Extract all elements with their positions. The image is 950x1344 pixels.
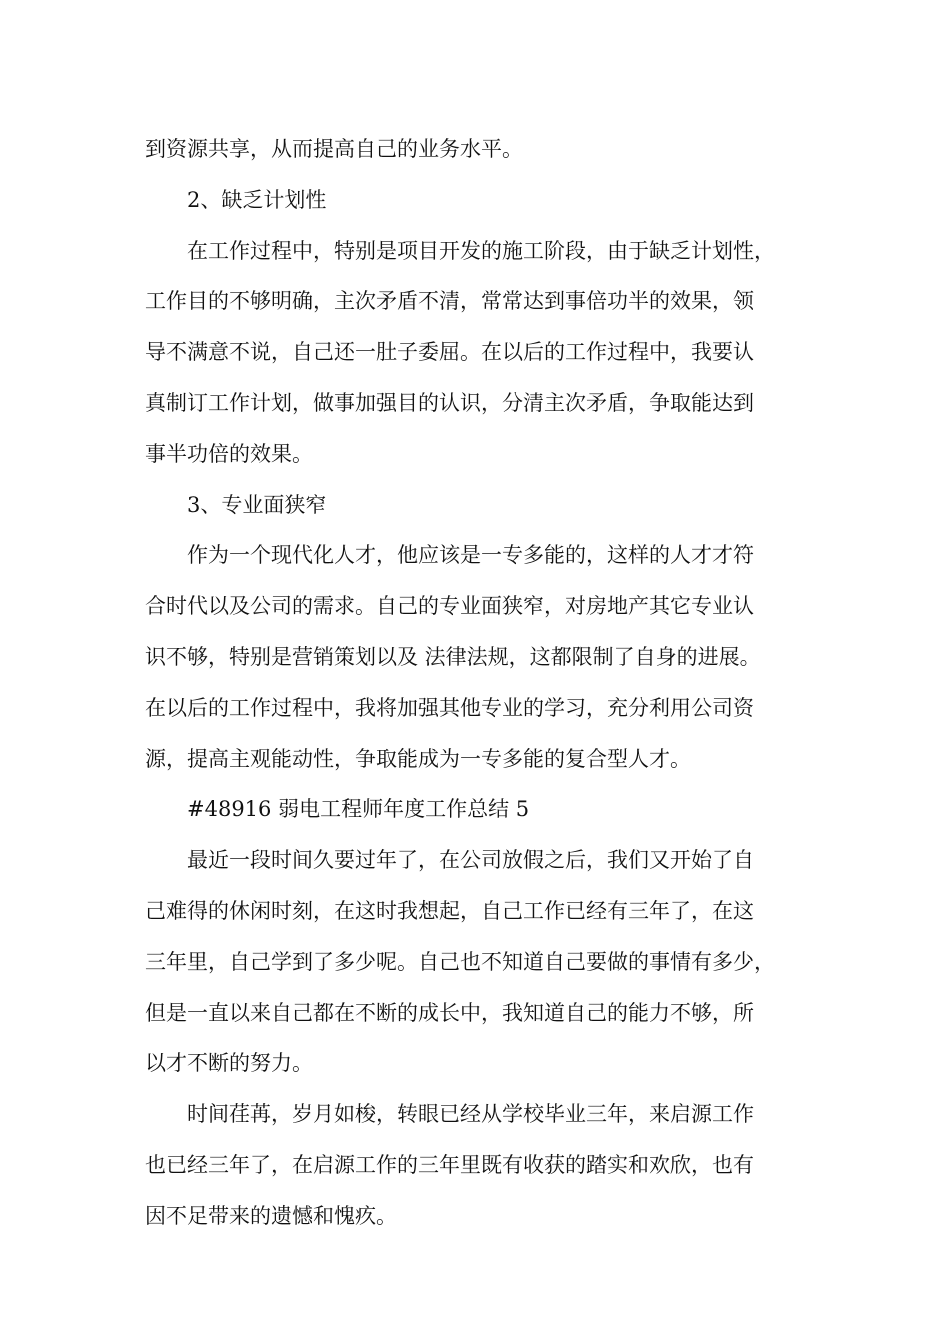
paragraph-line: 源，提高主观能动性，争取能成为一专多能的复合型人才。 [145, 746, 691, 771]
section-title: #48916 弱电工程师年度工作总结 5 [187, 797, 530, 822]
paragraph-line: 因不足带来的遗憾和愧疚。 [145, 1203, 397, 1228]
paragraph-line: 在以后的工作过程中，我将加强其他专业的学习，充分利用公司资 [145, 695, 754, 720]
paragraph-line: 但是一直以来自己都在不断的成长中，我知道自己的能力不够，所 [145, 1000, 754, 1025]
paragraph-line: 时间荏苒，岁月如梭，转眼已经从学校毕业三年，来启源工作 [187, 1102, 754, 1127]
paragraph-line: 工作目的不够明确，主次矛盾不清，常常达到事倍功半的效果，领 [145, 289, 754, 314]
paragraph-line: 最近一段时间久要过年了，在公司放假之后，我们又开始了自 [187, 848, 754, 873]
paragraph-line: 到资源共享，从而提高自己的业务水平。 [145, 137, 523, 161]
document-body [145, 124, 835, 1242]
section-heading: 2、缺乏计划性 [187, 187, 327, 212]
paragraph-line: 真制订工作计划，做事加强目的认识，分清主次矛盾，争取能达到 [145, 390, 754, 415]
paragraph-line: 作为一个现代化人才，他应该是一专多能的，这样的人才才符 [187, 543, 754, 568]
paragraph-line: 导不满意不说，自己还一肚子委屈。在以后的工作过程中，我要认 [145, 340, 754, 365]
paragraph-line: 也已经三年了，在启源工作的三年里既有收获的踏实和欢欣，也有 [145, 1152, 754, 1177]
section-heading: 3、专业面狭窄 [187, 492, 327, 517]
paragraph-line: 己难得的休闲时刻，在这时我想起，自己工作已经有三年了，在这 [145, 898, 754, 923]
paragraph-line: 事半功倍的效果。 [145, 441, 313, 466]
paragraph-line: 合时代以及公司的需求。自己的专业面狭窄，对房地产其它专业认 [145, 594, 754, 619]
paragraph-line: 三年里，自己学到了多少呢。自己也不知道自己要做的事情有多少， [145, 949, 775, 974]
paragraph-line: 在工作过程中，特别是项目开发的施工阶段，由于缺乏计划性， [187, 238, 775, 263]
paragraph-line: 以才不断的努力。 [145, 1051, 313, 1076]
paragraph-line: 识不够，特别是营销策划以及 法律法规，这都限制了自身的进展。 [145, 644, 761, 669]
